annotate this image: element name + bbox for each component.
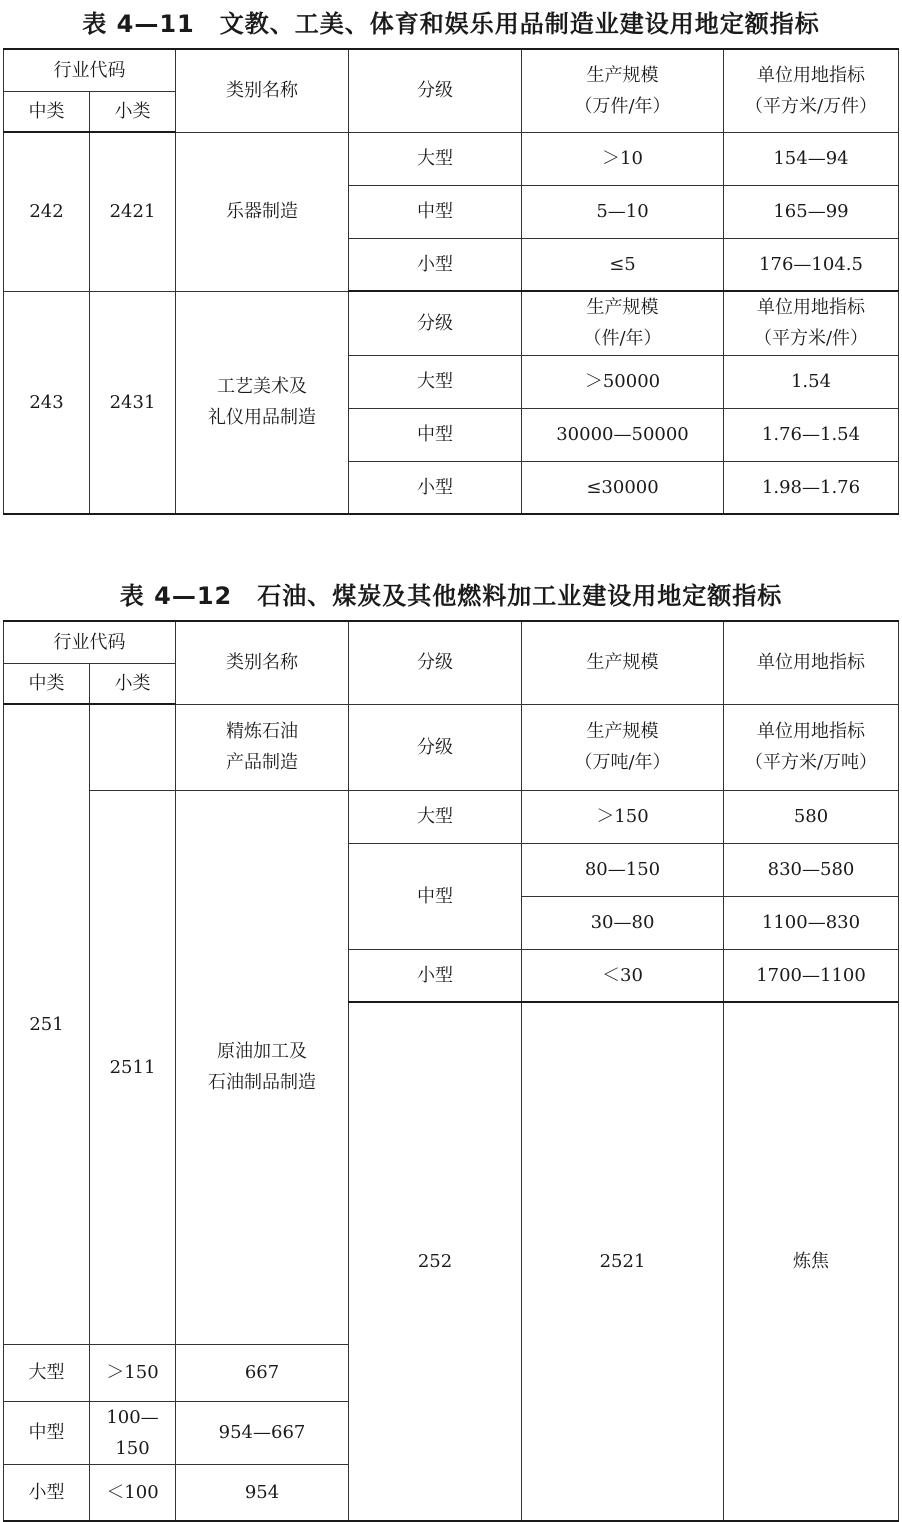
index-header-line1: 单位用地指标 [757, 64, 865, 86]
header-row [4, 49, 899, 91]
sub-class-code: 2421 [90, 132, 176, 291]
index-cell: 1.98—1.76 [724, 461, 899, 514]
grade-header: 分级 [349, 704, 522, 790]
grade-cell: 中型 [349, 408, 522, 461]
sub-class-code [90, 704, 176, 790]
table-row [4, 790, 899, 843]
sub-class-code: 2431 [90, 291, 176, 514]
scale-header: 生产规模 [522, 621, 724, 704]
grade-cell: 中型 [349, 843, 522, 949]
header-row [4, 621, 899, 663]
scale-header-line1: 生产规模 [586, 64, 659, 86]
sub-header-row [4, 291, 899, 355]
grade-cell: 中型 [4, 1401, 90, 1464]
grade-cell: 中型 [349, 185, 522, 238]
category-name-line2: 产品制造 [226, 752, 298, 773]
index-header [724, 704, 899, 790]
index-cell: 165—99 [724, 185, 899, 238]
scale-header [522, 704, 724, 790]
mid-class-code: 243 [4, 291, 90, 514]
index-cell: 1.54 [724, 355, 899, 408]
industry-code-header: 行业代码 [4, 621, 176, 663]
sub-class-header: 小类 [90, 663, 176, 704]
index-header-line2: （平方米/件） [753, 328, 869, 350]
index-cell: 954—667 [176, 1401, 349, 1464]
mid-class-header: 中类 [4, 91, 90, 132]
scale-cell: ＞150 [90, 1344, 176, 1401]
index-cell: 580 [724, 790, 899, 843]
index-cell: 1.76—1.54 [724, 408, 899, 461]
scale-cell: 30—80 [522, 896, 724, 949]
index-cell: 1700—1100 [724, 949, 899, 1002]
sub-header-row [4, 704, 899, 790]
index-cell: 154—94 [724, 132, 899, 185]
scale-cell: ＜30 [522, 949, 724, 1002]
grade-header: 分级 [349, 291, 522, 355]
grade-cell: 大型 [349, 790, 522, 843]
mid-class-code: 242 [4, 132, 90, 291]
grade-cell: 小型 [349, 949, 522, 1002]
category-name: 炼焦 [724, 1002, 899, 1521]
scale-cell: ＜100 [90, 1464, 176, 1521]
scale-cell: ＞50000 [522, 355, 724, 408]
scale-cell: ＞10 [522, 132, 724, 185]
category-name-header: 类别名称 [176, 621, 349, 704]
scale-cell: 30000—50000 [522, 408, 724, 461]
scale-header-line1: 生产规模 [586, 721, 659, 742]
mid-class-code: 252 [349, 1002, 522, 1521]
category-name-line1: 精炼石油 [226, 721, 298, 742]
index-cell: 667 [176, 1344, 349, 1401]
category-name-line2: 礼仪用品制造 [208, 407, 316, 429]
industry-code-header: 行业代码 [4, 49, 176, 91]
scale-header-line2: （万件/年） [574, 95, 671, 117]
mid-class-header: 中类 [4, 663, 90, 704]
mid-class-code: 251 [4, 704, 90, 1344]
category-name: 乐器制造 [176, 132, 349, 291]
scale-header-line2: （万吨/年） [574, 752, 671, 773]
category-name-line1: 工艺美术及 [217, 376, 307, 398]
category-name [176, 704, 349, 790]
land-quota-table-4-12 [3, 620, 899, 1522]
category-name-line1: 原油加工及 [217, 1041, 307, 1062]
scale-cell: 100—150 [90, 1401, 176, 1464]
scale-header [522, 49, 724, 132]
scale-header-line2: （件/年） [583, 328, 662, 350]
index-cell: 176—104.5 [724, 238, 899, 291]
scale-cell: 5—10 [522, 185, 724, 238]
index-header [724, 49, 899, 132]
index-header-line2: （平方米/万件） [744, 95, 878, 117]
scale-cell: ≤5 [522, 238, 724, 291]
table-row [4, 132, 899, 185]
grade-cell: 小型 [349, 461, 522, 514]
index-header [724, 291, 899, 355]
category-name-header: 类别名称 [176, 49, 349, 132]
table-caption: 表 4—11 文教、工美、体育和娱乐用品制造业建设用地定额指标 [82, 10, 820, 38]
table-caption: 表 4—12 石油、煤炭及其他燃料加工业建设用地定额指标 [119, 582, 783, 610]
grade-cell: 小型 [349, 238, 522, 291]
sub-class-header: 小类 [90, 91, 176, 132]
index-header-line1: 单位用地指标 [757, 297, 865, 319]
grade-cell: 大型 [349, 355, 522, 408]
sub-class-code: 2511 [90, 790, 176, 1344]
scale-header [522, 291, 724, 355]
index-cell: 954 [176, 1464, 349, 1521]
category-name-line2: 石油制品制造 [208, 1072, 316, 1093]
scale-cell: ≤30000 [522, 461, 724, 514]
grade-cell: 小型 [4, 1464, 90, 1521]
scale-cell: 80—150 [522, 843, 724, 896]
scale-header-line1: 生产规模 [586, 297, 659, 319]
grade-header: 分级 [349, 621, 522, 704]
index-header: 单位用地指标 [724, 621, 899, 704]
land-quota-table-4-11 [3, 48, 899, 515]
index-cell: 830—580 [724, 843, 899, 896]
category-name [176, 790, 349, 1344]
grade-header: 分级 [349, 49, 522, 132]
grade-cell: 大型 [4, 1344, 90, 1401]
index-header-line1: 单位用地指标 [757, 721, 865, 742]
category-name [176, 291, 349, 514]
index-cell: 1100—830 [724, 896, 899, 949]
sub-class-code: 2521 [522, 1002, 724, 1521]
grade-cell: 大型 [349, 132, 522, 185]
index-header-line2: （平方米/万吨） [744, 752, 878, 773]
scale-cell: ＞150 [522, 790, 724, 843]
